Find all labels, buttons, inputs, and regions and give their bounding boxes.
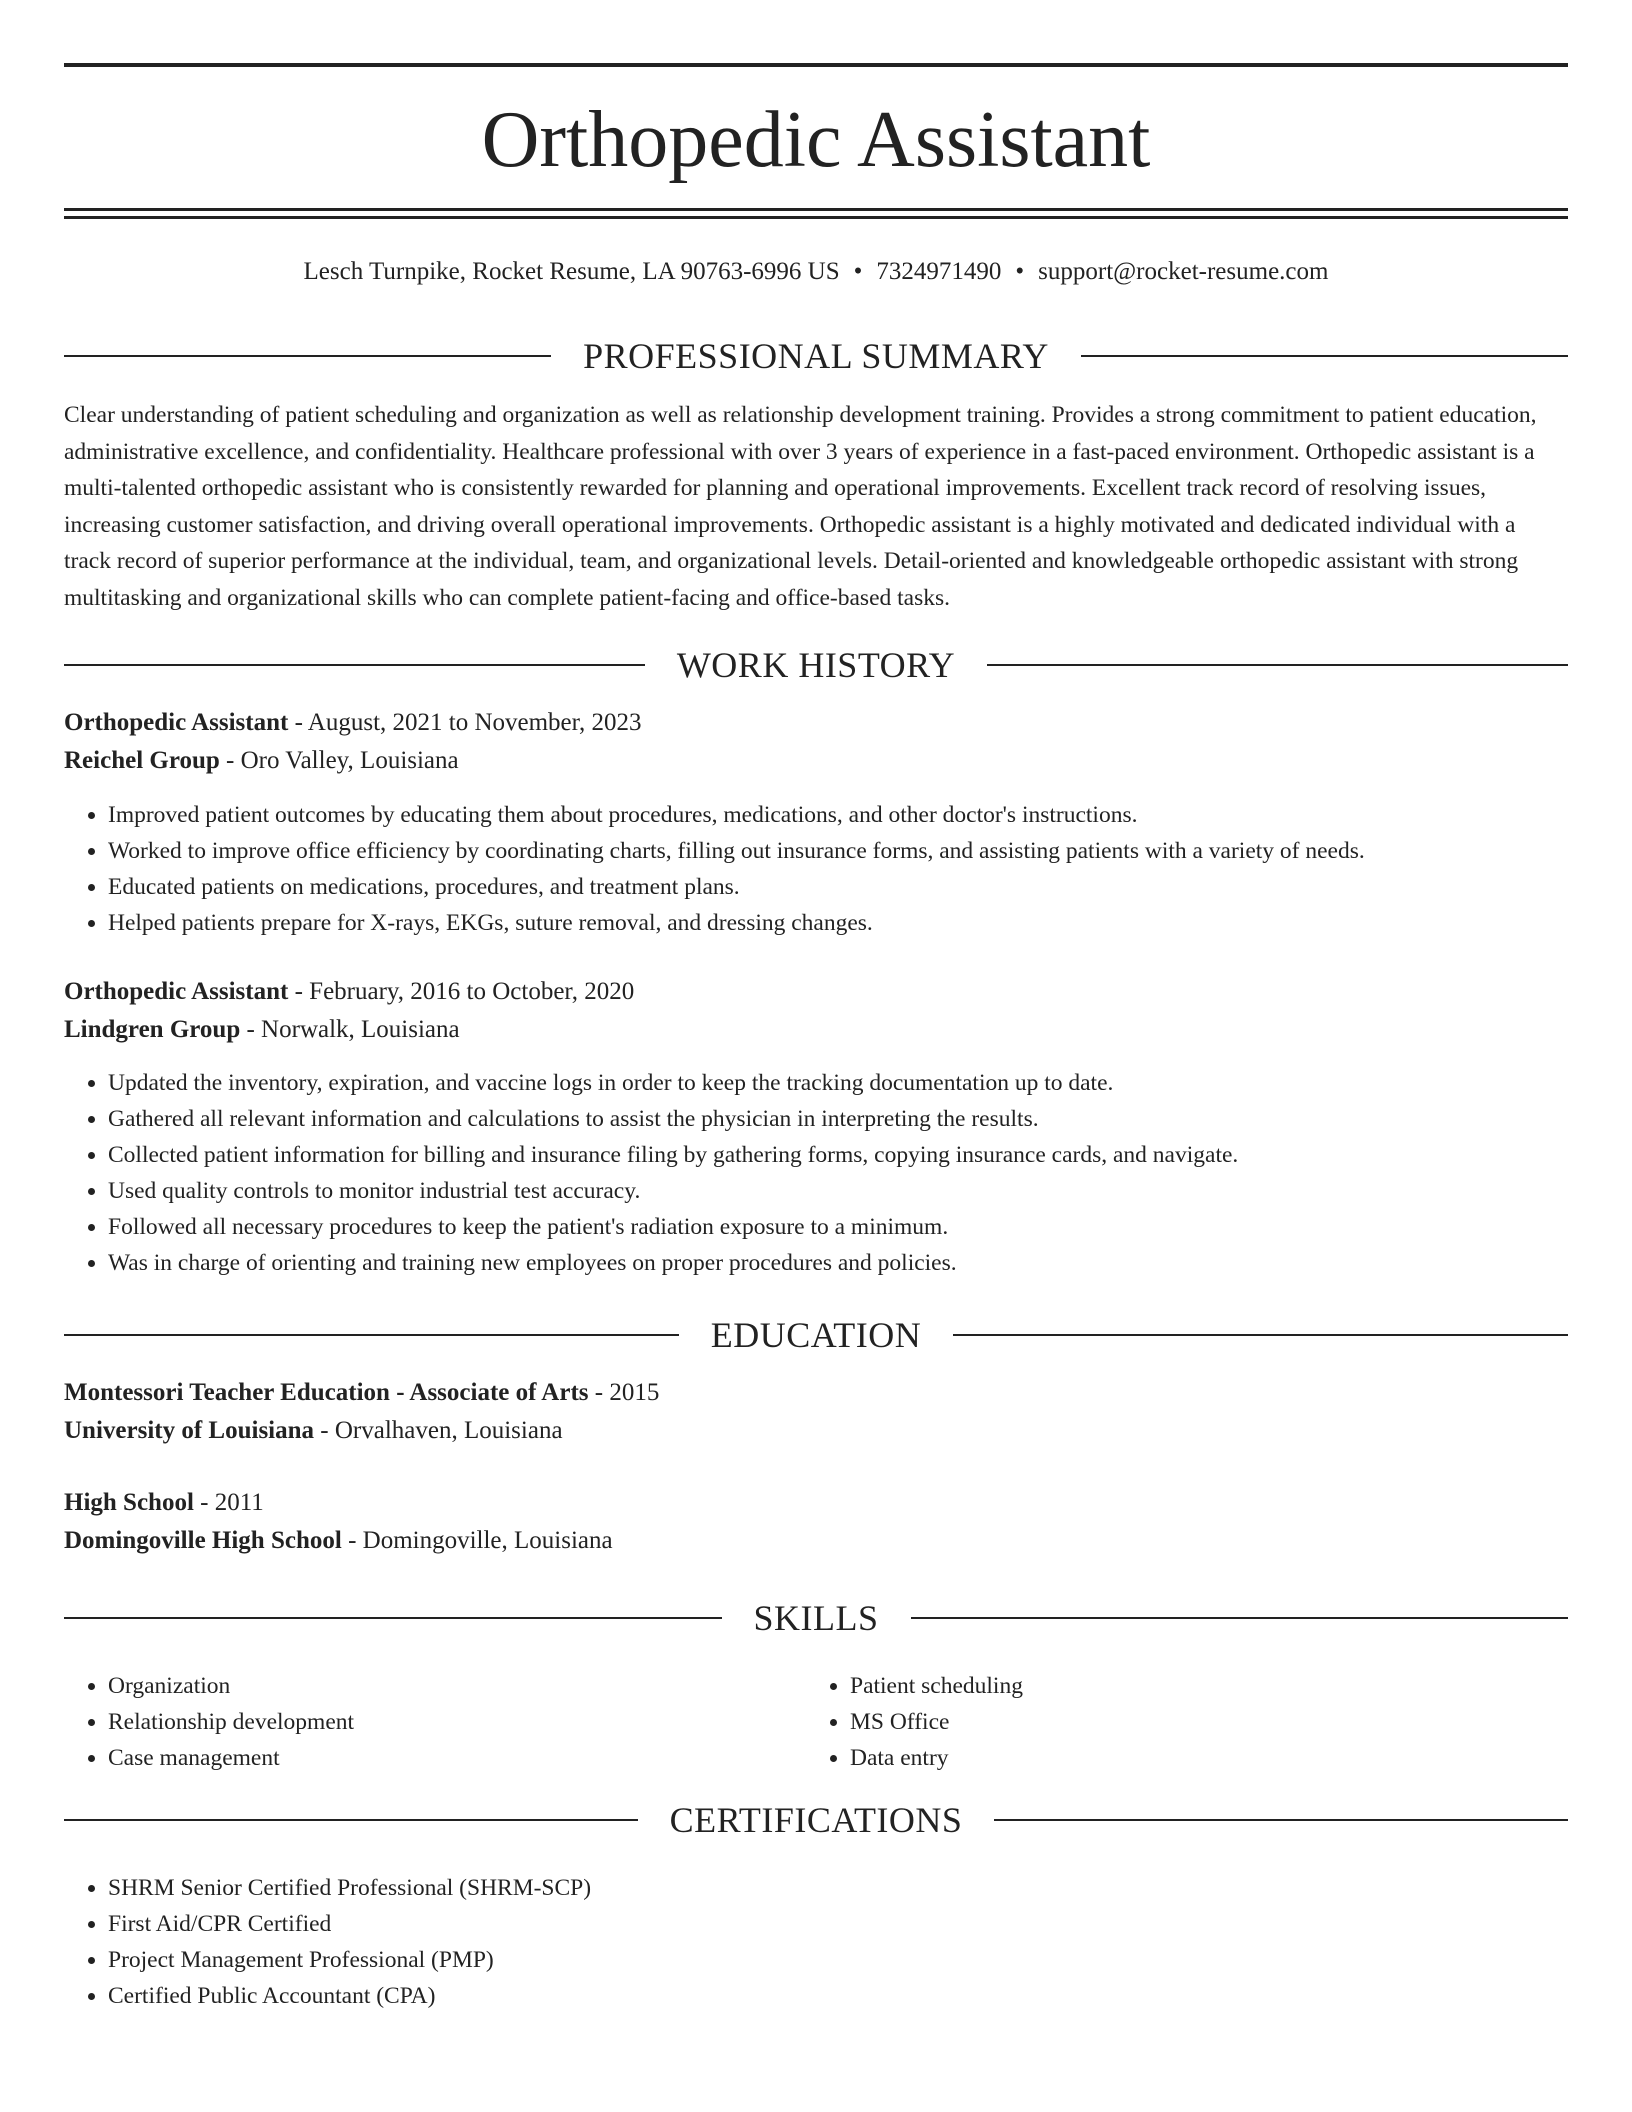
- skill-item: • Relationship development: [108, 1704, 808, 1740]
- skills-list-right: [806, 1668, 1550, 1776]
- contact-line: [64, 254, 1568, 290]
- job-bullets: [64, 1065, 1568, 1281]
- section-rule: [987, 664, 1568, 666]
- section-title-summary: PROFESSIONAL SUMMARY: [583, 336, 1049, 376]
- education-degree: High School: [64, 1489, 194, 1516]
- education-degree-line: [64, 1375, 1568, 1411]
- section-header-skills: [64, 1596, 1568, 1640]
- job-dates: - February, 2016 to October, 2020: [288, 978, 635, 1005]
- list-item: • Updated the inventory, expiration, and vaccine logs in order to keep the tracking documentation up to date.: [108, 1065, 1568, 1101]
- education-year: - 2011: [193, 1489, 264, 1516]
- section-rule: [64, 1334, 679, 1336]
- education-school-line: [64, 1523, 1568, 1559]
- job-company-line: [64, 743, 1568, 779]
- list-item: • Followed all necessary procedures to keep the patient's radiation exposure to a minimum.: [108, 1209, 1568, 1245]
- certification-item: • Project Management Professional (PMP): [108, 1942, 1568, 1978]
- job-location: - Oro Valley, Louisiana: [219, 747, 459, 774]
- skill-item: • Organization: [108, 1668, 808, 1704]
- certifications-list: [64, 1870, 1568, 2014]
- skill-item: • Patient scheduling: [850, 1668, 1550, 1704]
- skill-item: • Case management: [108, 1740, 808, 1776]
- list-item: • Used quality controls to monitor industrial test accuracy.: [108, 1173, 1568, 1209]
- list-item: • Worked to improve office efficiency by coordinating charts, filling out insurance forms, and assisting patients with a variety of needs.: [108, 833, 1568, 869]
- education-year: - 2015: [588, 1379, 660, 1406]
- education-degree: Montessori Teacher Education - Associate of Arts: [64, 1379, 589, 1406]
- job-title-line: [64, 974, 1568, 1010]
- certification-item: • SHRM Senior Certified Professional (SHRM-SCP): [108, 1870, 1568, 1906]
- list-item: • Improved patient outcomes by educating them about procedures, medications, and other doctor's instructions.: [108, 797, 1568, 833]
- section-rule: [1081, 355, 1568, 357]
- contact-address: Lesch Turnpike, Rocket Resume, LA 90763-6996 US: [303, 258, 840, 285]
- section-rule: [64, 1617, 722, 1619]
- education-school-line: [64, 1413, 1568, 1449]
- job-role: Orthopedic Assistant: [64, 709, 289, 736]
- education-degree-line: [64, 1485, 1568, 1521]
- skill-item: • Data entry: [850, 1740, 1550, 1776]
- skills-list-left: [64, 1668, 808, 1776]
- section-rule: [64, 355, 551, 357]
- certification-item: • Certified Public Accountant (CPA): [108, 1978, 1568, 2014]
- summary-text: Clear understanding of patient scheduling and organization as well as relationship development training. Provides a strong commitment to patient education, administrative excellence, and confidentiality. Healthcare professional with over 3 years of experience in a fast-paced environment. Orthopedic assistant is a multi-talented orthopedic assistant who is consistently rewarded for planning and operational improvements. Excellent track record of resolving issues, increasing customer satisfaction, and driving overall operational improvements. Orthopedic assistant is a highly motivated and dedicated individual with a track record of superior performance at the individual, team, and organizational levels. Detail-oriented and knowledgeable orthopedic assistant with strong multitasking and organizational skills who can complete patient-facing and office-based tasks.: [64, 402, 1537, 611]
- top-rule: [64, 63, 1568, 67]
- list-item: • Helped patients prepare for X-rays, EKGs, suture removal, and dressing changes.: [108, 905, 1568, 941]
- list-item: • Educated patients on medications, procedures, and treatment plans.: [108, 869, 1568, 905]
- contact-phone: 7324971490: [876, 258, 1002, 285]
- section-header-education: [64, 1313, 1568, 1357]
- job-location: - Norwalk, Louisiana: [240, 1016, 460, 1043]
- job-company: Lindgren Group: [64, 1016, 241, 1043]
- contact-email: support@rocket-resume.com: [1038, 258, 1329, 285]
- section-rule: [64, 664, 645, 666]
- job-company-line: [64, 1012, 1568, 1048]
- section-title-work: WORK HISTORY: [676, 645, 956, 685]
- resume-title: Orthopedic Assistant: [481, 96, 1151, 184]
- section-title-skills: SKILLS: [753, 1598, 879, 1638]
- job-role: Orthopedic Assistant: [64, 978, 289, 1005]
- education-school: University of Louisiana: [64, 1417, 315, 1444]
- contact-separator: •: [853, 258, 863, 285]
- section-header-summary: [64, 334, 1568, 378]
- list-item: • Collected patient information for billing and insurance filing by gathering forms, copying insurance cards, and navigate.: [108, 1137, 1568, 1173]
- education-location: - Domingoville, Louisiana: [341, 1527, 613, 1554]
- contact-separator: •: [1015, 258, 1025, 285]
- education-location: - Orvalhaven, Louisiana: [314, 1417, 563, 1444]
- job-bullets: [64, 797, 1568, 941]
- section-title-certifications: CERTIFICATIONS: [669, 1800, 963, 1840]
- section-header-certifications: [64, 1798, 1568, 1842]
- title-rule-lower: [64, 216, 1568, 219]
- list-item: • Was in charge of orienting and training new employees on proper procedures and policies.: [108, 1245, 1568, 1281]
- certification-item: • First Aid/CPR Certified: [108, 1906, 1568, 1942]
- title-rule-upper: [64, 208, 1568, 211]
- education-school: Domingoville High School: [64, 1527, 342, 1554]
- section-rule: [994, 1819, 1568, 1821]
- skill-item: • MS Office: [850, 1704, 1550, 1740]
- job-company: Reichel Group: [64, 747, 220, 774]
- section-rule: [911, 1617, 1569, 1619]
- section-rule: [953, 1334, 1568, 1336]
- list-item: • Gathered all relevant information and calculations to assist the physician in interpreting the results.: [108, 1101, 1568, 1137]
- job-dates: - August, 2021 to November, 2023: [288, 709, 642, 736]
- section-title-education: EDUCATION: [710, 1315, 922, 1355]
- section-header-work: [64, 643, 1568, 687]
- job-title-line: [64, 705, 1568, 741]
- section-rule: [64, 1819, 638, 1821]
